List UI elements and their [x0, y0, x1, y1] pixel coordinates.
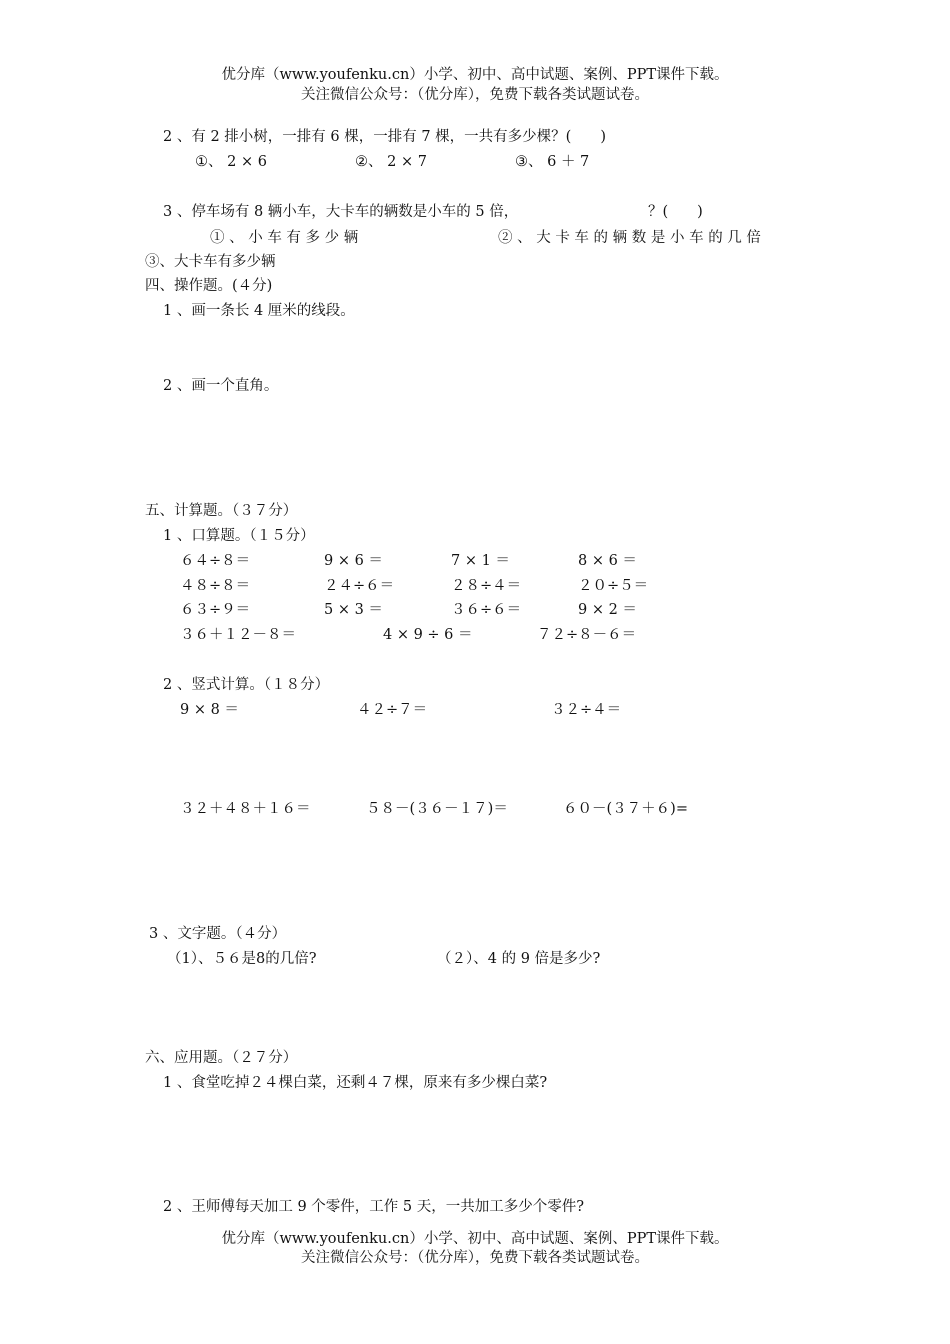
- oral-calc-item: 9 × 6 ＝: [324, 553, 383, 569]
- oral-calc-item: 5 × 3 ＝: [324, 602, 383, 618]
- question-3-3-option-3: ③、大卡车有多少辆: [145, 254, 276, 270]
- oral-calc-item: ４８÷８＝: [180, 578, 251, 594]
- vertical-calc-item: ６０－(３７＋６)=: [563, 801, 688, 817]
- oral-calc-item: ２８÷４＝: [451, 578, 522, 594]
- application-question-1: 1 、食堂吃掉２４棵白菜，还剩４７棵，原来有多少棵白菜?: [163, 1075, 548, 1091]
- oral-calc-item: 8 × 6 ＝: [578, 553, 637, 569]
- question-4-1: 1 、画一条长 4 厘米的线段。: [163, 303, 355, 319]
- section-5-title: 五、计算题。（３７分）: [145, 503, 298, 519]
- oral-calc-item: ３６＋１２－８＝: [180, 627, 296, 643]
- question-4-2: 2 、画一个直角。: [163, 378, 279, 394]
- question-3-3-option-1: ① 、 小 车 有 多 少 辆: [210, 230, 359, 246]
- vertical-calc-item: 9 × 8 ＝: [180, 702, 239, 718]
- question-3-3-option-2: ② 、 大 卡 车 的 辆 数 是 小 车 的 几 倍: [498, 230, 761, 246]
- question-3-3-text: 3 、停车场有 8 辆小车，大卡车的辆数是小车的 5 倍，: [163, 204, 519, 220]
- question-3-2-text: 2 、有 2 排小树，一排有 6 棵，一排有 7 棵，一共有多少棵？( ): [163, 129, 606, 145]
- oral-calc-item: ６３÷９＝: [180, 602, 251, 618]
- vertical-calc-title: 2 、竖式计算。（１８分）: [163, 677, 330, 693]
- oral-calc-title: 1 、口算题。（１５分）: [163, 528, 315, 544]
- word-problem-1: （1）、５６是8的几倍?: [167, 951, 317, 967]
- vertical-calc-item: ３２÷４＝: [551, 702, 622, 718]
- section-6-title: 六、应用题。（２７分）: [145, 1050, 298, 1066]
- oral-calc-item: ６４÷８＝: [180, 553, 251, 569]
- word-problem-title: 3 、文字题。（４分）: [149, 926, 287, 942]
- oral-calc-item: 9 × 2 ＝: [578, 602, 637, 618]
- question-3-2-option-3: ③、 6 ＋ 7: [515, 154, 590, 170]
- oral-calc-item: ７２÷８－６＝: [537, 627, 637, 643]
- oral-calc-item: 4 × 9 ÷ 6 ＝: [383, 627, 473, 643]
- page-header-line-1: 优分库（www.youfenku.cn）小学、初中、高中试题、案例、PPT课件下载。: [221, 67, 729, 83]
- oral-calc-item: ２４÷６＝: [324, 578, 395, 594]
- vertical-calc-item: ５８－(３６－１７)＝: [366, 801, 508, 817]
- page-header-line-2: 关注微信公众号：（优分库），免费下载各类试题试卷。: [301, 87, 649, 103]
- page-footer-line-1: 优分库（www.youfenku.cn）小学、初中、高中试题、案例、PPT课件下载。: [221, 1231, 729, 1247]
- question-3-2-option-2: ②、 2 × 7: [355, 154, 427, 170]
- page-footer-line-2: 关注微信公众号：（优分库），免费下载各类试题试卷。: [301, 1250, 649, 1266]
- vertical-calc-item: ３２＋４８＋１６＝: [180, 801, 311, 817]
- question-3-2-option-1: ①、 2 × 6: [195, 154, 267, 170]
- oral-calc-item: ２０÷５＝: [578, 578, 649, 594]
- oral-calc-item: 7 × 1 ＝: [451, 553, 510, 569]
- vertical-calc-item: ４２÷７＝: [357, 702, 428, 718]
- application-question-2: 2 、王师傅每天加工 9 个零件，工作 5 天，一共加工多少个零件?: [163, 1199, 584, 1215]
- question-3-3-blank: ？( ): [648, 204, 703, 220]
- section-4-title: 四、操作题。(４分): [145, 278, 273, 294]
- oral-calc-item: ３６÷６＝: [451, 602, 522, 618]
- word-problem-2: （２）、4 的 9 倍是多少?: [437, 951, 601, 967]
